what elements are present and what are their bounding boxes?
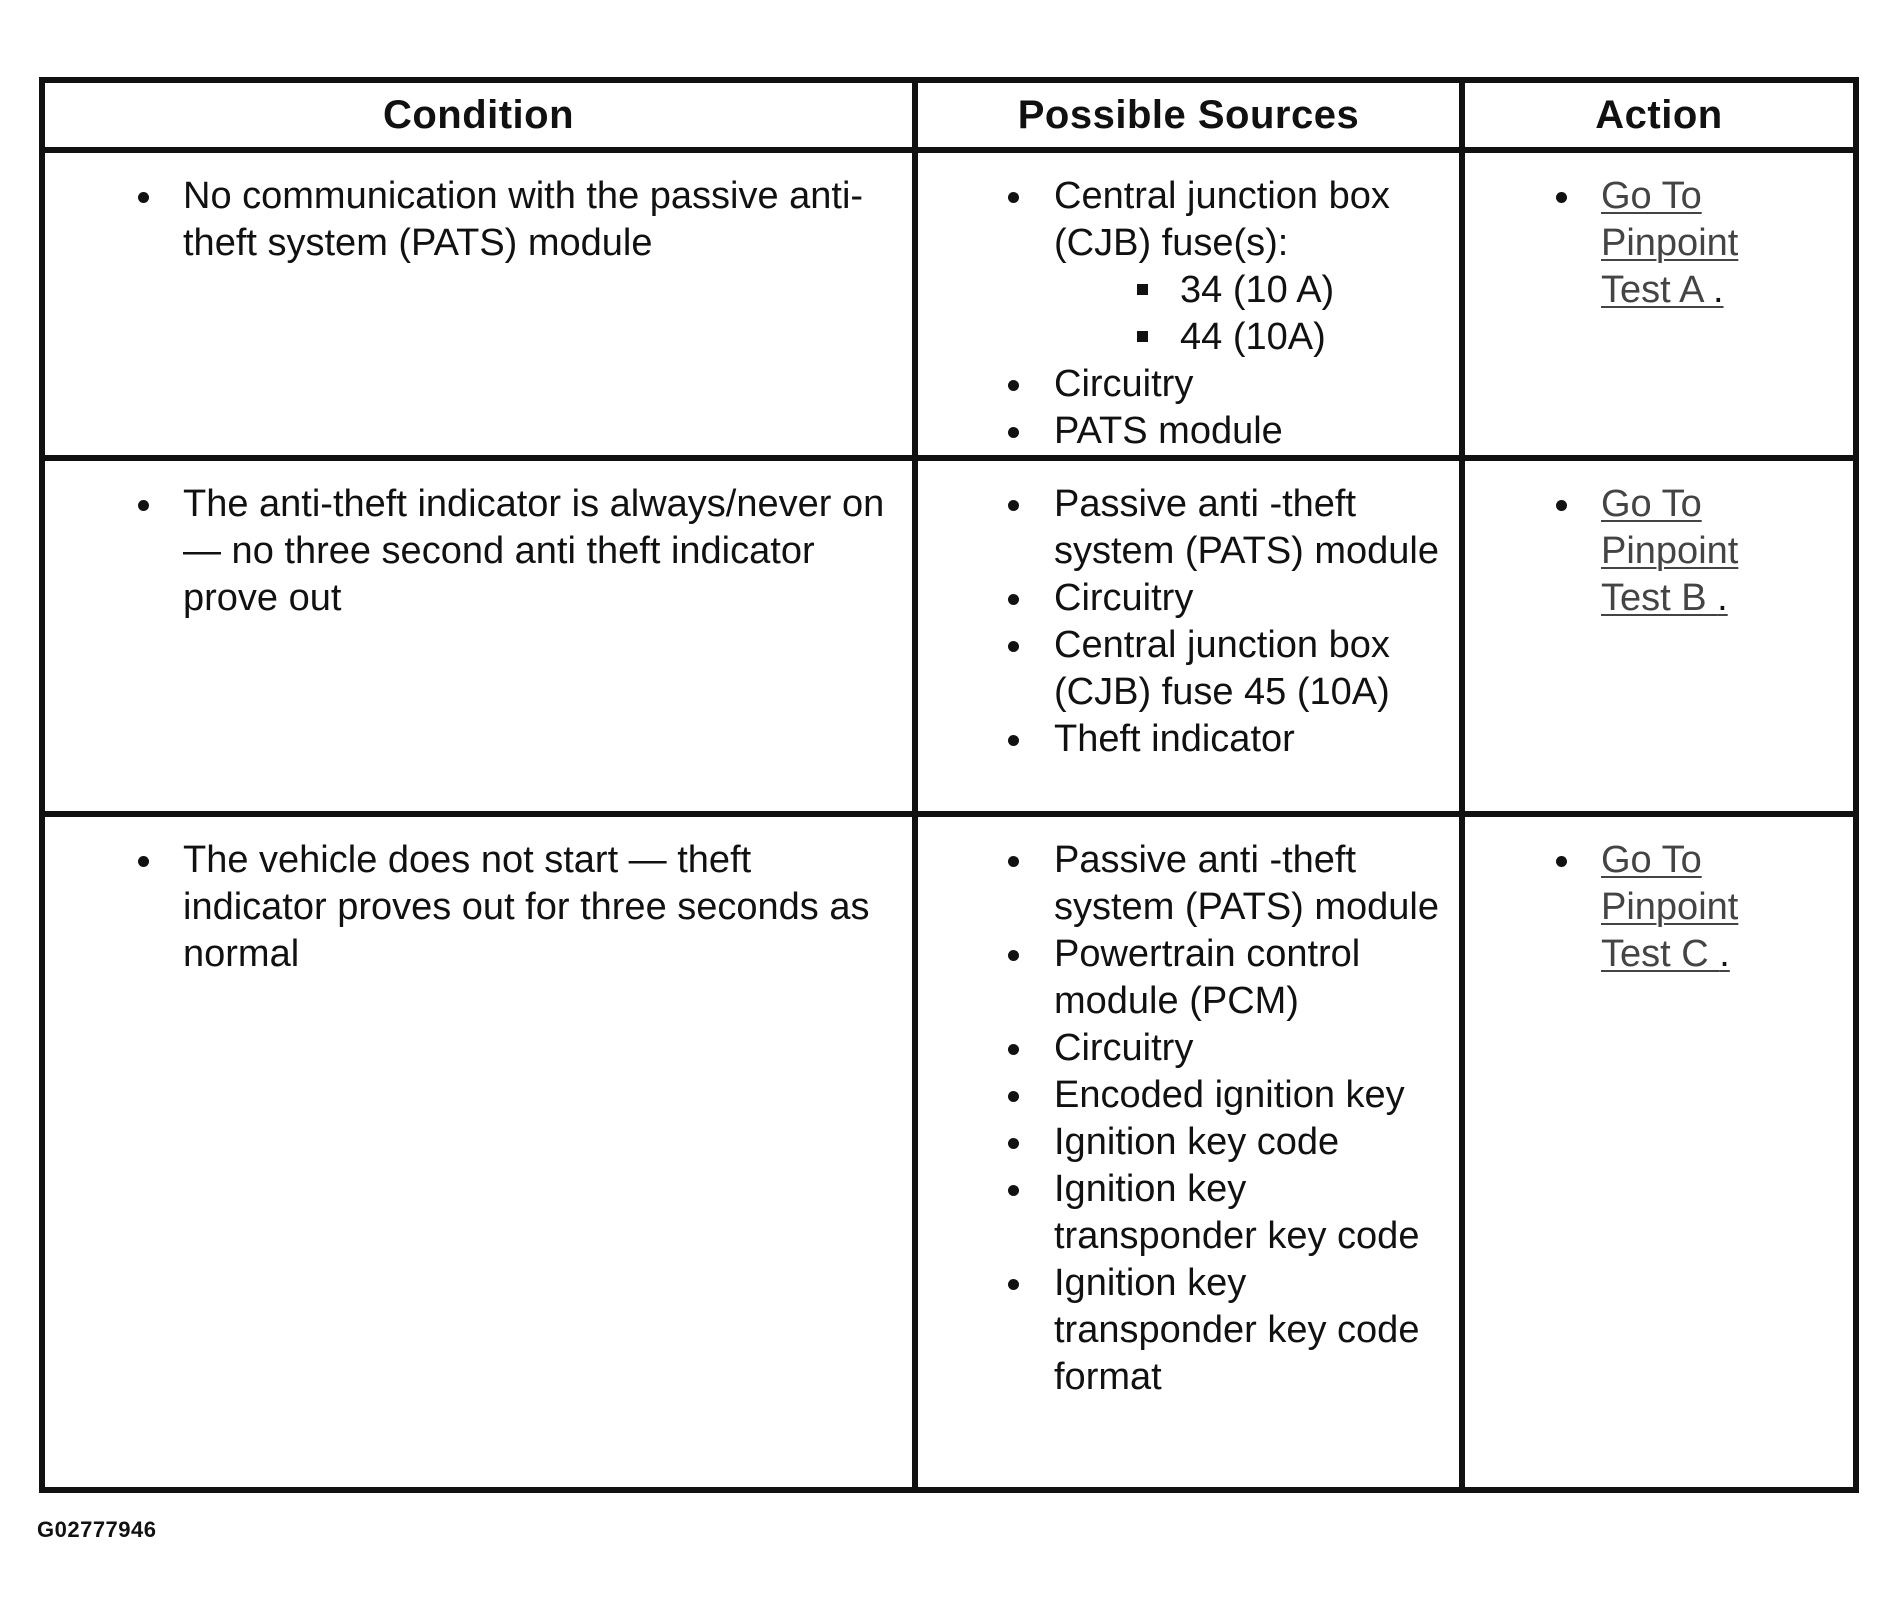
list-item: Circuitry xyxy=(1054,1025,1449,1072)
table-row xyxy=(42,150,1856,458)
list-item: PATS module xyxy=(1054,408,1449,455)
sources-list xyxy=(918,817,1459,1401)
action-list xyxy=(1465,817,1853,978)
list-item: Ignition key transponder key code xyxy=(1054,1166,1449,1260)
condition-list xyxy=(45,817,912,978)
pinpoint-test-a-link[interactable]: Go To Pinpoint Test A . xyxy=(1601,175,1739,311)
sublist-item: 34 (10 A) xyxy=(1180,267,1449,314)
list-item xyxy=(1601,173,1843,314)
list-item xyxy=(1601,837,1843,978)
table-row xyxy=(42,814,1856,1490)
fuse-sublist xyxy=(1054,267,1449,361)
action-cell xyxy=(1462,150,1856,458)
condition-cell xyxy=(42,458,915,814)
action-cell xyxy=(1462,458,1856,814)
list-item: Circuitry xyxy=(1054,361,1449,408)
list-item: The anti-theft indicator is always/never on — no three second anti theft indicator prove out xyxy=(183,481,892,622)
list-item xyxy=(1054,173,1449,361)
condition-list xyxy=(45,153,912,267)
list-item: The vehicle does not start — theft indicator proves out for three seconds as normal xyxy=(183,837,892,978)
pinpoint-test-c-link[interactable]: Go To Pinpoint Test C . xyxy=(1601,839,1739,975)
list-item: Central junction box (CJB) fuse 45 (10A) xyxy=(1054,622,1449,716)
condition-cell xyxy=(42,150,915,458)
list-item: Powertrain control module (PCM) xyxy=(1054,931,1449,1025)
diagnosis-table xyxy=(39,77,1859,1493)
list-item-text: Central junction box (CJB) fuse(s): xyxy=(1054,175,1390,264)
sources-cell xyxy=(915,150,1462,458)
header-condition: Condition xyxy=(42,80,915,150)
sources-cell xyxy=(915,814,1462,1490)
list-item: Passive anti -theft system (PATS) module xyxy=(1054,837,1449,931)
header-possible-sources: Possible Sources xyxy=(915,80,1462,150)
period-text: . xyxy=(1719,933,1730,975)
period-text: . xyxy=(1712,269,1724,311)
action-list xyxy=(1465,461,1853,622)
list-item: Ignition key code xyxy=(1054,1119,1449,1166)
sources-cell xyxy=(915,458,1462,814)
list-item: Circuitry xyxy=(1054,575,1449,622)
list-item xyxy=(1601,481,1843,622)
condition-list xyxy=(45,461,912,622)
header-row xyxy=(42,80,1856,150)
sublist-item: 44 (10A) xyxy=(1180,314,1449,361)
table-row xyxy=(42,458,1856,814)
list-item: Encoded ignition key xyxy=(1054,1072,1449,1119)
sources-list xyxy=(918,461,1459,763)
period-text: . xyxy=(1717,577,1728,619)
pinpoint-test-b-link[interactable]: Go To Pinpoint Test B . xyxy=(1601,483,1739,619)
action-list xyxy=(1465,153,1853,314)
condition-cell xyxy=(42,814,915,1490)
list-item: Theft indicator xyxy=(1054,716,1449,763)
header-action: Action xyxy=(1462,80,1856,150)
action-cell xyxy=(1462,814,1856,1490)
list-item: No communication with the passive anti-theft system (PATS) module xyxy=(183,173,892,267)
figure-id: G02777946 xyxy=(37,1517,157,1542)
list-item: Passive anti -theft system (PATS) module xyxy=(1054,481,1449,575)
list-item: Ignition key transponder key code format xyxy=(1054,1260,1449,1401)
sources-list xyxy=(918,153,1459,455)
